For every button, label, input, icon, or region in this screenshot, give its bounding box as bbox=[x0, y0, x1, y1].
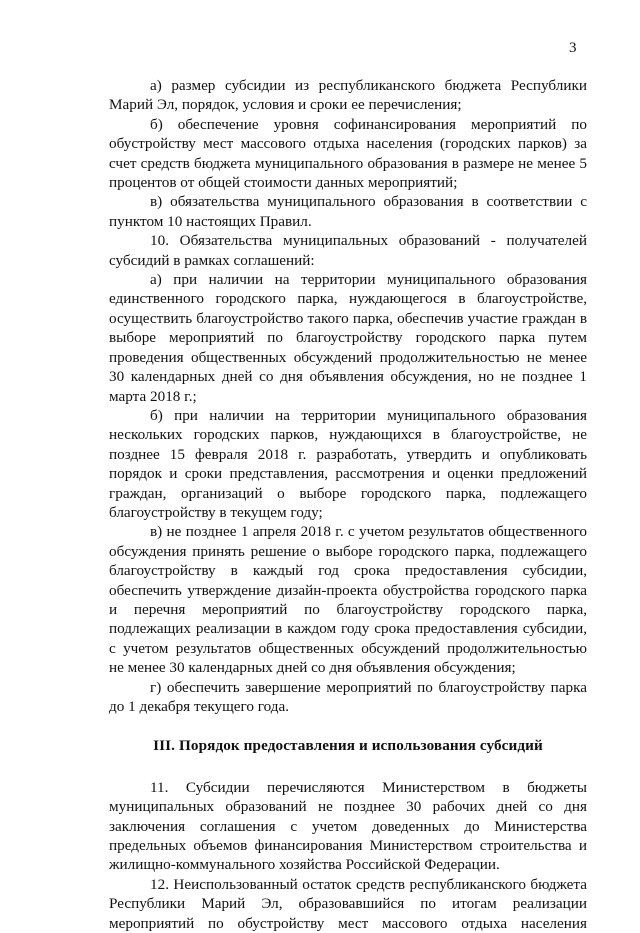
paragraph-10-subitem-g: г) обеспечить завершение мероприятий по благоустройству парка до 1 декабря текущего года. bbox=[109, 678, 587, 715]
paragraph-subitem-a: а) размер субсидии из республиканского бюджета Республики Марий Эл, порядок, условия и сроки ее перечисления; bbox=[109, 77, 587, 114]
document-body bbox=[109, 76, 587, 933]
paragraph-item-10: 10. Обязательства муниципальных образований - получателей субсидий в рамках соглашений: bbox=[109, 232, 587, 269]
paragraph-subitem-b: б) обеспечение уровня софинансирования мероприятий по обустройству мест массового отдыха населения (городских парков) за счет средств бюджета муниципального образования в размере не менее 5 процентов от общей стоимости данных мероприятий; bbox=[109, 115, 587, 192]
paragraph-10-subitem-a: а) при наличии на территории муниципального образования единственного городского парка, нуждающегося в благоустройстве, осуществить благоустройство такого парка, обеспечив участие граждан в выборе мероприятий по благоустройству городского парка путем проведения общественных обсуждений продолжительностью не менее 30 календарных дней со дня объявления обсуждения, но не позднее 1 марта 2018 г.; bbox=[109, 271, 587, 405]
paragraph-subitem-v: в) обязательства муниципального образования в соответствии с пунктом 10 настоящих Правил. bbox=[109, 193, 587, 230]
paragraph-item-11: 11. Субсидии перечисляются Министерством в бюджеты муниципальных образований не позднее 30 рабочих дней со дня заключения соглашения с учетом доведенных до Министерства предельных объемов финансирования Министерством строительства и жилищно-коммунального хозяйства Российской Федерации. bbox=[109, 778, 587, 874]
paragraph-10-subitem-b: б) при наличии на территории муниципального образования нескольких городских парков, нуждающихся в благоустройстве, не позднее 15 февраля 2018 г. разработать, утвердить и опубликовать порядок и сроки представления, рассмотрения и оценки предложений граждан, организаций о выборе городского парка, подлежащего благоустройству в текущем году; bbox=[109, 406, 587, 521]
paragraph-10-subitem-v: в) не позднее 1 апреля 2018 г. с учетом результатов общественного обсуждения принять решение о выборе городского парка, подлежащего благоустройству в каждый год срока предоставления субсидии, обеспечить утверждение дизайн-проекта обустройства городского парка и перечня мероприятий по благоустройству городского парка, подлежащих реализации в каждом году срока предоставления субсидии, с учетом результатов общественных обсуждений продолжительностью не менее 30 календарных дней со дня объявления обсуждения; bbox=[109, 523, 587, 677]
page-number: 3 bbox=[569, 40, 577, 56]
section-heading: III. Порядок предоставления и использования субсидий bbox=[153, 737, 543, 755]
paragraph-item-12: 12. Неиспользованный остаток средств республиканского бюджета Республики Марий Эл, образовавшийся по итогам реализации мероприятий по обустройству мест массового отдыха населения bbox=[109, 875, 587, 932]
